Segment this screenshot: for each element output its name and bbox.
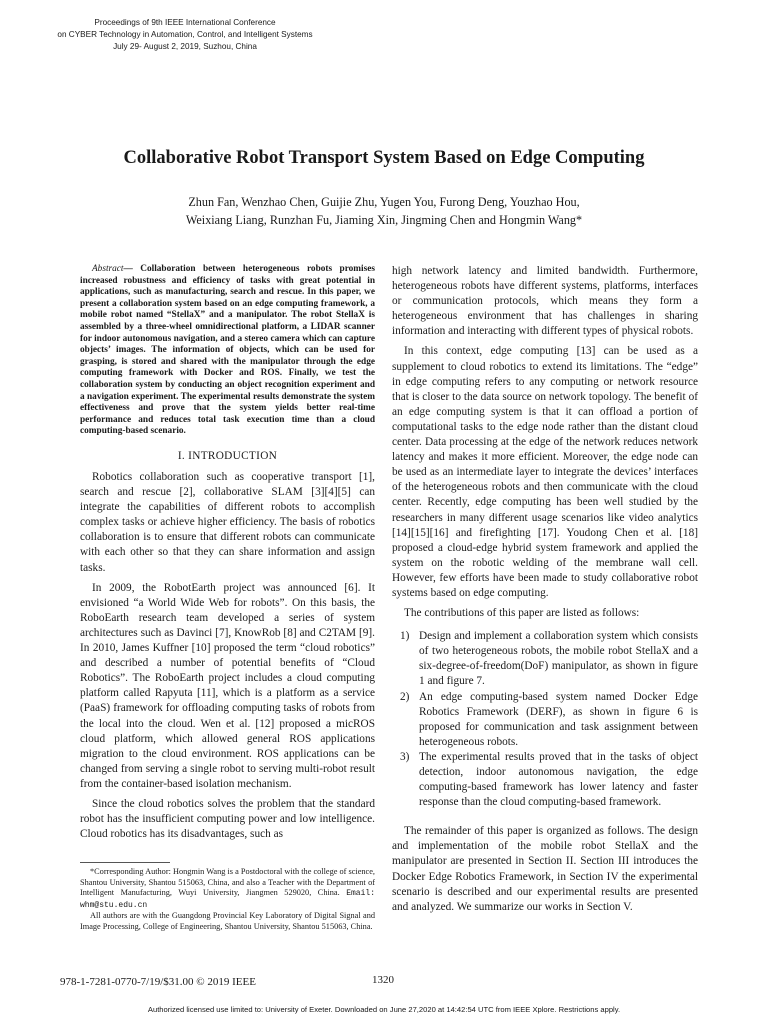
- proceedings-line-2: on CYBER Technology in Automation, Control, and Intelligent Systems: [57, 30, 313, 39]
- author-list: [0, 193, 768, 229]
- left-column: [80, 264, 375, 932]
- list-item-number: 1): [400, 630, 410, 643]
- right-column: [392, 264, 698, 920]
- footnote-author-info: *Corresponding Author: Hongmin Wang is a Postdoctoral with the college of science, Shantou University, Shantou 515063, China, and also a Teacher with the Department of Intelligent Manufacturing, Wuyi University, Jiangmen 529020, China.: [80, 867, 375, 898]
- list-item: [392, 750, 698, 810]
- right-paragraph-1: high network latency and limited bandwidth. Furthermore, heterogeneous robots have different systems, platforms, interfaces or communication protocols, which means they form a heterogeneous environment that has challenges in sharing information and interacting with different types of physical robots.: [392, 265, 698, 338]
- section-heading-introduction: I. INTRODUCTION: [177, 449, 278, 462]
- list-item: [392, 629, 698, 689]
- footnote-paragraph-1: [80, 867, 375, 911]
- author-line-1: Zhun Fan, Wenzhao Chen, Guijie Zhu, Yugen You, Furong Deng, Youzhao Hou,: [188, 195, 580, 209]
- right-paragraph-2: In this context, edge computing [13] can be used as a supplement to cloud robotics to extend its limitations. The “edge” in edge computing refers to any computing or network resource that is closer to the data source on network topology. The benefit of an edge computing system is that it can offload a portion of computational tasks to the edge node rather than the distant cloud center. Data processing at the edge of the network reduces network latency and makes it more efficient. Moreover, the edge node can be used as an intermediate layer to integrate the devices’ interfaces of the heterogeneous robots and then communicate with the cloud center. Recently, edge computing has been well studied by the researchers in many different usage scenarios like video analytics [14][15][16] and firefighting [17]. Youdong Chen et al. [18] proposed a cloud-edge hybrid system framework and applied the system on the robotic welding of the membrane wall cell. However, few efforts have been made to study collaborative robot systems based on edge computing.: [392, 345, 698, 599]
- right-paragraph-4: The remainder of this paper is organized as follows. The design and implementation of the mobile robot StellaX and the manipulator are presented in Section II. Section III introduces the Docker Edge Robotics Framework, in Section IV the experimental scenario is described and our experimental results are presented and analyzed. We summarize our works in Section V.: [392, 825, 698, 913]
- right-paragraph-3: The contributions of this paper are listed as follows:: [404, 607, 640, 620]
- isbn-copyright: 978-1-7281-0770-7/19/$31.00 © 2019 IEEE: [60, 976, 256, 988]
- footnote-email: Email: whm@stu.edu.cn: [80, 889, 375, 910]
- intro-paragraph-2: In 2009, the RobotEarth project was announced [6]. It envisioned “a World Wide Web for robots”. On this basis, the RoboEarth research team developed a series of system architectures such as Davinci [7], KnowRob [8] and C2TAM [9]. In 2010, James Kuffner [10] proposed the term “cloud robotics” and described a number of potential benefits of “Cloud Robotics”. The RoboEarth project includes a cloud computing platform called Rapyuta [11], which is a platform as a service (PaaS) framework for offloading computing tasks of robots from the local into the cloud. Wen et al. [12] proposed a micROS cloud platform, which allowed general ROS applications migration to the cloud environment. ROS applications can be changed from serving a single robot to serving multi-robot result from the container-based isolation mechanism.: [80, 581, 375, 790]
- contribution-list: [392, 629, 698, 810]
- license-notice: Authorized licensed use limited to: University of Exeter. Downloaded on June 27,2020 at 14:42:54 UTC from IEEE Xplore. Restrictions apply.: [147, 1005, 621, 1014]
- list-item-number: 3): [400, 750, 410, 763]
- abstract-dash: —: [123, 264, 141, 274]
- list-item-text: An edge computing-based system named Docker Edge Robotics Framework (DERF), as shown in figure 6 is proposed for communication and task assignment between heterogeneous robots.: [419, 690, 698, 748]
- abstract-label: Abstract: [92, 264, 124, 274]
- proceedings-line-1: Proceedings of 9th IEEE International Conference: [94, 18, 276, 27]
- footnote: [80, 867, 375, 932]
- intro-paragraph-3: Since the cloud robotics solves the problem that the standard robot has the insufficient computing power and low intelligence. Cloud robotics has its disadvantages, such as: [80, 797, 375, 841]
- footnote-divider: [80, 862, 170, 863]
- list-item-text: The experimental results proved that in the tasks of object detection, indoor autonomous navigation, the edge computing-based framework has lower latency and faster response than the cloud computing-based framework.: [419, 750, 698, 809]
- paper-title: Collaborative Robot Transport System Based on Edge Computing: [123, 148, 645, 168]
- intro-paragraph-1: Robotics collaboration such as cooperative transport [1], search and rescue [2], collaborative SLAM [3][4][5] can integrate the capabilities of different robots to accomplish complex tasks or achieve higher efficiency. The basis of robotics collaboration is to ensure that different robots can communicate with each other so that they can share information and assign tasks.: [80, 471, 375, 574]
- footnote-paragraph-2: All authors are with the Guangdong Provincial Key Laboratory of Digital Signal and Image Processing, College of Engineering, Shantou University, Shantou 515063, China.: [80, 911, 375, 931]
- abstract: [80, 264, 375, 438]
- proceedings-header: [40, 17, 330, 53]
- list-item: [392, 690, 698, 750]
- list-item-text: Design and implement a collaboration system which consists of two heterogeneous robots, the mobile robot StellaX and a six-degree-of-freedom(DoF) manipulator, as shown in figure 1 and figure 7.: [419, 630, 698, 688]
- list-item-number: 2): [400, 690, 410, 703]
- page-number: 1320: [372, 974, 394, 986]
- proceedings-line-3: July 29- August 2, 2019, Suzhou, China: [113, 42, 257, 51]
- author-line-2: Weixiang Liang, Runzhan Fu, Jiaming Xin, Jingming Chen and Hongmin Wang*: [185, 213, 583, 227]
- abstract-text: Collaboration between heterogeneous robots promises increased robustness and efficiency of tasks with great potential in applications, such as manufacturing, search and rescue. In this paper, we present a collaboration system based on an edge computing framework, a mobile robot named “StellaX” and a manipulator. The robot StellaX is assembled by a three-wheel omnidirectional platform, a LIDAR scanner for indoor autonomous navigation, and a stereo camera which can capture objects’ images. The information of objects, which can be used for grasping, is stored and shared with the manipulator through the edge computing framework with Docker and ROS. Finally, we test the collaboration system by conducting an object recognition experiment and a navigation experiment. The experimental results demonstrate the system effectiveness and prove that the system yields better real-time performance and reduces total task execution time than a cloud computing-based scenario.: [80, 264, 375, 437]
